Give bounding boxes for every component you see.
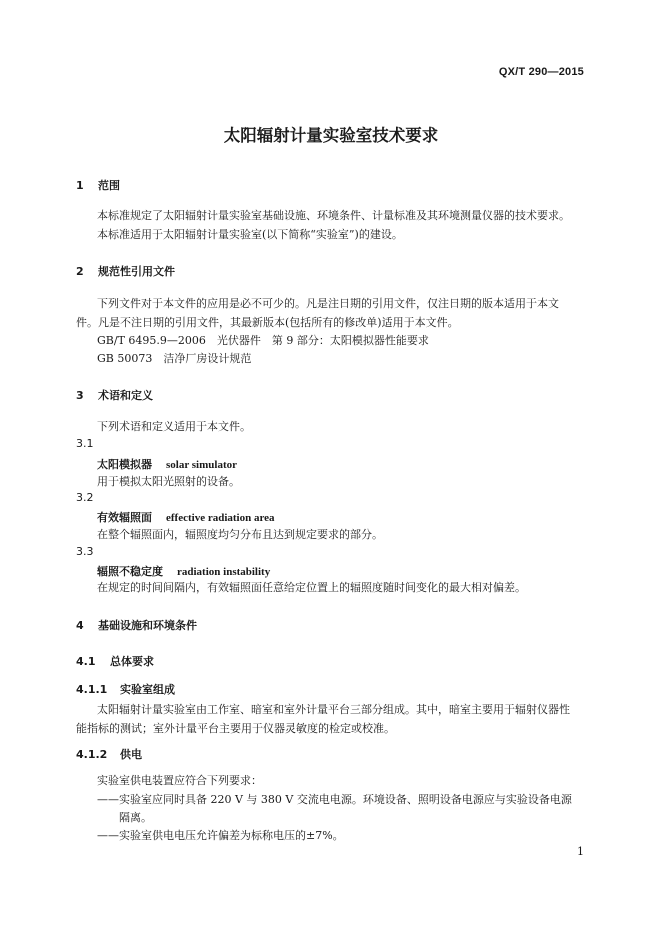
list-dash: ——: [97, 793, 119, 806]
section-4-heading: [76, 617, 197, 633]
list-item-text: 实验室应同时具备 220 V 与 380 V 交流电电源。环境设备、照明设备电源应与实验设备电源: [119, 793, 572, 806]
subsection-number: 4.1.1: [76, 683, 108, 696]
list-item-1: [97, 791, 572, 809]
term-definition: 在整个辐照面内，辐照度均匀分布且达到规定要求的部分。: [97, 528, 383, 541]
section-1-heading: [76, 177, 120, 193]
page-number: 1: [577, 845, 584, 858]
reference-1: GB/T 6495.9—2006 光伏器件 第 9 部分：太阳模拟器性能要求: [97, 334, 429, 347]
section-2-paragraph-line-2: 件。凡是不注日期的引用文件，其最新版本(包括所有的修改单)适用于本文件。: [76, 316, 459, 329]
list-dash: ——: [97, 829, 119, 842]
section-title: 规范性引用文件: [98, 265, 175, 278]
term-english: radiation instability: [177, 566, 271, 578]
section-3-heading: [76, 387, 153, 403]
section-1-paragraph-2: 本标准适用于太阳辐射计量实验室(以下简称“实验室”)的建设。: [97, 228, 403, 241]
term-definition: 在规定的时间间隔内，有效辐照面任意给定位置上的辐照度随时间变化的最大相对偏差。: [97, 581, 526, 594]
term-number: 3.1: [76, 437, 94, 450]
subsection-title: 实验室组成: [120, 683, 175, 696]
term-chinese: 太阳模拟器: [97, 458, 152, 471]
section-number: 4: [76, 619, 84, 632]
term-heading: [97, 563, 270, 579]
section-title: 基础设施和环境条件: [98, 619, 197, 632]
list-item-text: 实验室供电电压允许偏差为标称电压的±7%。: [119, 829, 344, 842]
subsection-title: 供电: [120, 748, 142, 761]
subsection-number: 4.1: [76, 655, 96, 668]
section-number: 2: [76, 265, 84, 278]
subsection-4-1-1-line-1: 太阳辐射计量实验室由工作室、暗室和室外计量平台三部分组成。其中，暗室主要用于辐射仪器性: [97, 703, 570, 716]
section-3-intro: 下列术语和定义适用于本文件。: [97, 420, 251, 433]
subsection-number: 4.1.2: [76, 748, 108, 761]
document-title: 太阳辐射计量实验室技术要求: [223, 126, 439, 145]
list-item-1-continuation: 隔离。: [119, 811, 152, 824]
list-item-2: [97, 827, 344, 845]
term-heading: [97, 509, 275, 525]
section-1-paragraph-1: 本标准规定了太阳辐射计量实验室基础设施、环境条件、计量标准及其环境测量仪器的技术要求。: [97, 209, 570, 222]
term-definition: 用于模拟太阳光照射的设备。: [97, 475, 240, 488]
section-2-paragraph-line-1: 下列文件对于本文件的应用是必不可少的。凡是注日期的引用文件，仅注日期的版本适用于本文: [97, 297, 559, 310]
term-number: 3.3: [76, 545, 94, 558]
term-english: solar simulator: [166, 459, 237, 471]
term-chinese: 辐照不稳定度: [97, 565, 163, 578]
subsection-4-1-2-heading: [76, 746, 142, 762]
term-chinese: 有效辐照面: [97, 511, 152, 524]
term-english: effective radiation area: [166, 512, 275, 524]
reference-2: GB 50073 洁净厂房设计规范: [97, 352, 252, 365]
section-title: 范围: [98, 179, 120, 192]
term-number: 3.2: [76, 491, 94, 504]
term-heading: [97, 456, 237, 472]
section-2-heading: [76, 263, 175, 279]
subsection-title: 总体要求: [110, 655, 154, 668]
section-number: 3: [76, 389, 84, 402]
subsection-4-1-heading: [76, 653, 154, 669]
section-number: 1: [76, 179, 84, 192]
subsection-4-1-1-heading: [76, 681, 175, 697]
subsection-4-1-1-line-2: 能指标的测试；室外计量平台主要用于仪器灵敏度的检定或校准。: [76, 722, 395, 735]
section-title: 术语和定义: [98, 389, 153, 402]
subsection-4-1-2-intro: 实验室供电装置应符合下列要求：: [97, 774, 262, 787]
standard-code: QX/T 290—2015: [498, 66, 584, 78]
